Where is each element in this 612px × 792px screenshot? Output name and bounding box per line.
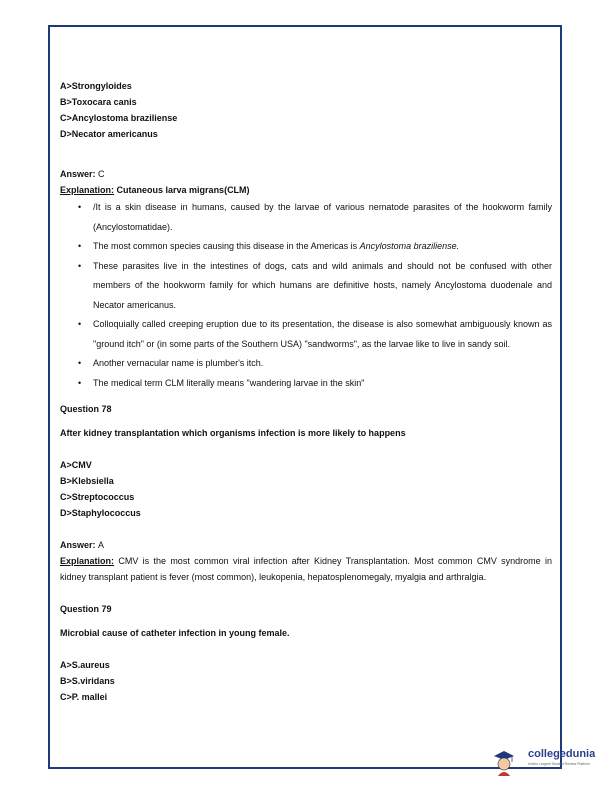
page-content [60,78,552,705]
q77-answer [60,166,552,182]
q77-explanation-heading [60,182,552,198]
q79-heading: Question 79 [60,604,112,614]
logo-tagline: India's Largest Student Review Platform [528,762,591,766]
explanation-title: Cutaneous larva migrans(CLM) [116,185,250,195]
q79-option-a: A>S.aureus [60,660,110,670]
q77-option-c: C>Ancylostoma braziliense [60,113,178,123]
bullet-1: • /It is a skin disease in humans, caused by the larvae of various nematode parasites of the hookworm family (Ancylostomatidae). [93,198,552,237]
q79-option-c: C>P. mallei [60,692,108,702]
bullet-4: • Colloquially called creeping eruption due to its presentation, the disease is also somewhat ambiguously known as "ground itch" or (in some parts of the Southern USA) "sandworms", as the larvae like to live in sandy soil. [93,315,552,354]
q78-explanation [60,553,552,585]
bullet-3: • These parasites live in the intestines of dogs, cats and wild animals and should not be confused with other members of the hookworm family for which humans are definitive hosts, namely Ancylostoma duodenale and Necator americanus. [93,257,552,316]
q78-option-b: B>Klebsiella [60,476,114,486]
answer-label: Answer: [60,169,96,179]
explanation-label: Explanation: [60,185,115,195]
q78-option-a: A>CMV [60,460,92,470]
answer-value: A [98,540,105,550]
bullet-5: • Another vernacular name is plumber's itch. [93,354,552,374]
q78-question: After kidney transplantation which organisms infection is more likely to happens [60,428,406,438]
q78-option-d: D>Staphylococcus [60,508,141,518]
q78-option-c: C>Streptococcus [60,492,135,502]
q79-option-b: B>S.viridans [60,676,115,686]
explanation-text: CMV is the most common viral infection after Kidney Transplantation. Most common CMV syndrome in kidney transplant patient is fever (most common), leukopenia, hepatosplenomegaly, myalgia and arthralgia. [60,556,552,582]
q77-option-a: A>Strongyloides [60,81,132,91]
q77-explanation-list [60,198,552,393]
answer-label: Answer: [60,540,96,550]
answer-value: C [98,169,105,179]
logo-name: collegedunia [528,748,596,760]
graduate-icon [494,751,514,776]
bullet-6: • The medical term CLM literally means "wandering larvae in the skin" [93,374,552,394]
q78-answer [60,537,552,553]
bullet-2: • The most common species causing this disease in the Americas is Ancylostoma braziliense. [93,237,552,257]
explanation-label: Explanation: [60,556,115,566]
q77-option-d: D>Necator americanus [60,129,158,139]
q77-option-b: B>Toxocara canis [60,97,137,107]
q78-heading: Question 78 [60,404,112,414]
q79-question: Microbial cause of catheter infection in young female. [60,628,290,638]
